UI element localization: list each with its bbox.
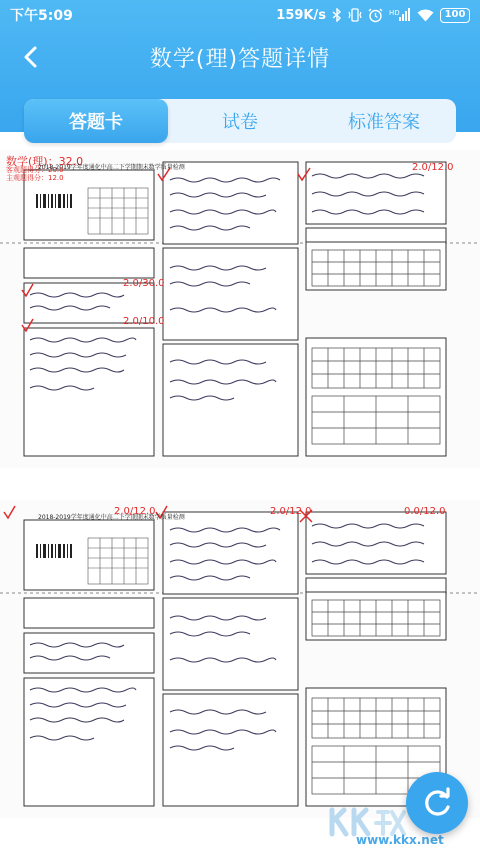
bluetooth-icon: [332, 8, 342, 22]
subjective-score: 主观题得分：12.0: [6, 174, 64, 182]
refresh-button[interactable]: [406, 772, 468, 834]
answer-sheet-scan: [0, 150, 480, 468]
tab-standard-answer[interactable]: 标准答案: [348, 112, 420, 133]
answer-sheet-image-2[interactable]: [0, 500, 480, 818]
exam-title: 2018-2019学年度通化中高二下学期期末数学质量检测: [38, 164, 185, 171]
battery-icon: 100: [440, 8, 470, 23]
svg-text:HD: HD: [389, 9, 400, 17]
refresh-icon: [420, 786, 454, 820]
exam-title: 2018-2019学年度通化中高二下学期期末数学质量检测: [38, 514, 185, 521]
tab-answer-card[interactable]: 答题卡: [24, 99, 168, 143]
hd-signal-icon: [389, 8, 411, 22]
nav-bar: [0, 30, 480, 84]
back-arrow-icon[interactable]: [16, 42, 46, 72]
alarm-icon: [368, 8, 383, 23]
question-score-mark: 2.0/10.0: [123, 316, 165, 327]
status-time: 下午5:09: [10, 8, 73, 24]
page-title: 数学(理)答题详情: [149, 46, 331, 72]
tab-exam-paper[interactable]: 试卷: [222, 112, 258, 133]
answer-sheet-image-1[interactable]: [0, 150, 480, 468]
subject-score: 数学(理)：32.0: [6, 155, 84, 168]
status-bar: [0, 0, 480, 30]
answer-sheet-scan: [0, 500, 480, 818]
vibrate-icon: [348, 8, 362, 22]
question-score-mark: 2.0/12.0: [114, 506, 156, 517]
watermark-site: www.kkx.net: [356, 833, 444, 847]
objective-score: 客观题得分：20.0: [6, 166, 64, 174]
question-score-mark: 2.0/12.0: [270, 506, 312, 517]
question-score-mark: 2.0/12.0: [412, 162, 454, 173]
tab-bar: [24, 99, 456, 143]
question-score-mark: 2.0/30.0: [123, 278, 165, 289]
question-score-mark: 0.0/12.0: [404, 506, 446, 517]
wifi-icon: [417, 9, 434, 22]
network-speed: 159K/s: [276, 7, 326, 23]
